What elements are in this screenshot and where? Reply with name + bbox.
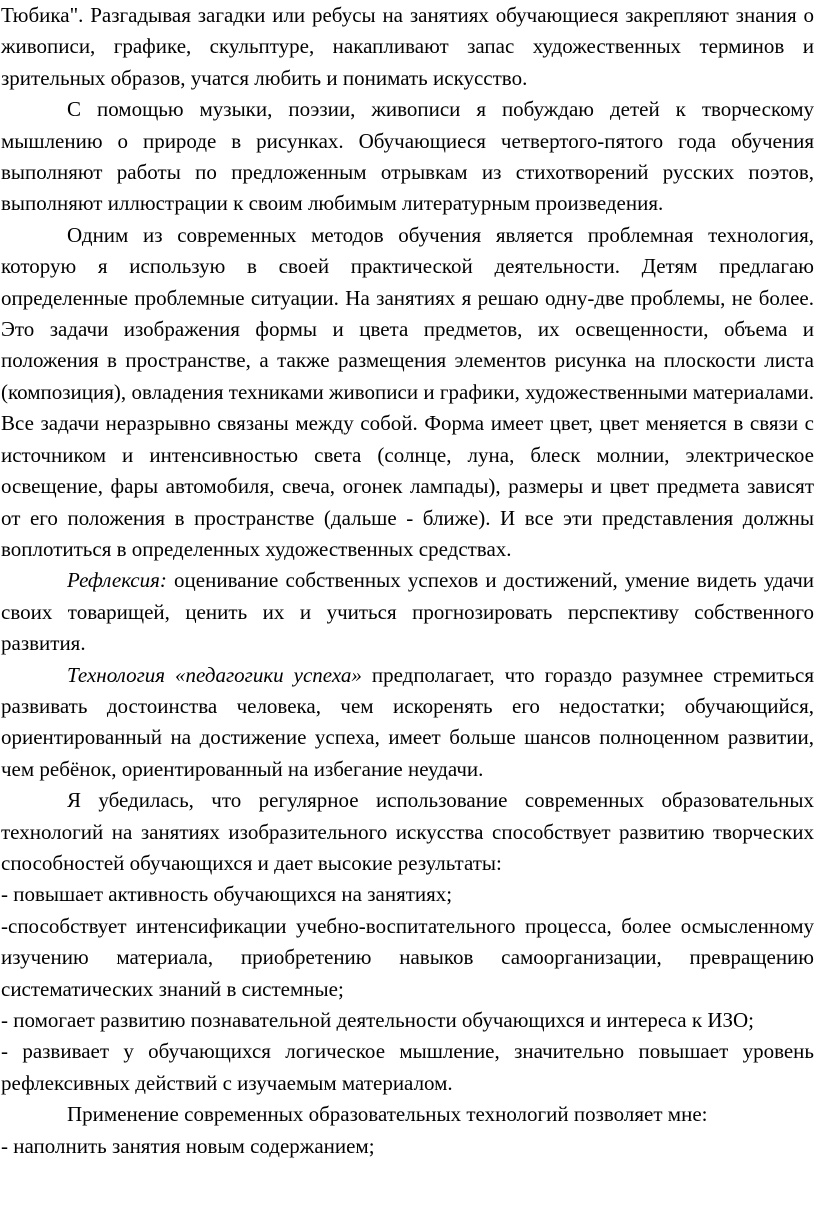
reflection-term: Рефлексия: <box>67 568 167 593</box>
list-item-cognitive: - помогает развитию познавательной деятельности обучающихся и интереса к ИЗО; <box>1 1008 755 1032</box>
list-item-intensification: -способствует интенсификации учебно-воспитательного процесса, более осмысленному изучению материала, приобретению навыков самоорганизации, превращению систематических знаний в системные; <box>1 913 814 1001</box>
paragraph-success-pedagogy <box>1 660 814 786</box>
paragraph-reflection <box>1 565 814 659</box>
success-pedagogy-text: предполагает, что гораздо разумнее стремиться развивать достоинства человека, чем искоренять его недостатки; обучающийся, ориентированный на достижение успеха, имеет больше шансов полноценном развитии, чем ребёнок, ориентированный на избегание неудачи. <box>1 662 814 781</box>
list-item-new-content: - наполнить занятия новым содержанием; <box>1 1133 375 1158</box>
success-pedagogy-term: Технология «педагогики успеха» <box>67 662 362 687</box>
list-item-activity: - повышает активность обучающихся на занятиях; <box>1 882 453 907</box>
paragraph-application: Применение современных образовательных технологий позволяет мне: <box>67 1102 708 1127</box>
paragraph-riddles: Тюбика". Разгадывая загадки или ребусы на занятиях обучающиеся закрепляют знания о живописи, графике, скульптуре, накапливают запас художественных терминов и зрительных образов, учатся любить и понимать искусство. <box>1 3 814 90</box>
reflection-text: оценивание собственных успехов и достижений, умение видеть удачи своих товарищей, ценить их и учиться прогнозировать перспективу собственного развития. <box>1 568 814 656</box>
paragraph-conclusion: Я убедилась, что регулярное использование современных образовательных технологий на занятиях изобразительного искусства способствует развитию творческих способностей обучающихся и дает высокие результаты: <box>1 788 814 875</box>
paragraph-music-poetry: С помощью музыки, поэзии, живописи я побуждаю детей к творческому мышлению о природе в рисунках. Обучающиеся четвертого-пятого года обучения выполняют работы по предложенным отрывкам из стихотворений русских поэтов, выполняют иллюстрации к своим любимым литературным произведения. <box>1 97 814 216</box>
paragraph-problem-technology: Одним из современных методов обучения является проблемная технология, которую я использую в своей практической деятельности. Детям предлагаю определенные проблемные ситуации. На занятиях я решаю одну-две проблемы, не более. Это задачи изображения формы и цвета предметов, их освещенности, объема и положения в пространстве, а также размещения элементов рисунка на плоскости листа (композиция), овладения техниками живописи и графики, художественными материалами. Все задачи неразрывно связаны между собой. Форма имеет цвет, цвет меняется в связи с источником и интенсивностью света (солнце, луна, блеск молнии, электрическое освещение, фары автомобиля, свеча, огонек лампады), размеры и цвет предмета зависят от его положения в пространстве (дальше - ближе). И все эти представления должны воплотиться в определенных художественных средствах. <box>1 222 814 561</box>
list-item-logical-thinking: - развивает у обучающихся логическое мышление, значительно повышает уровень рефлексивных действий с изучаемым материалом. <box>1 1039 814 1095</box>
